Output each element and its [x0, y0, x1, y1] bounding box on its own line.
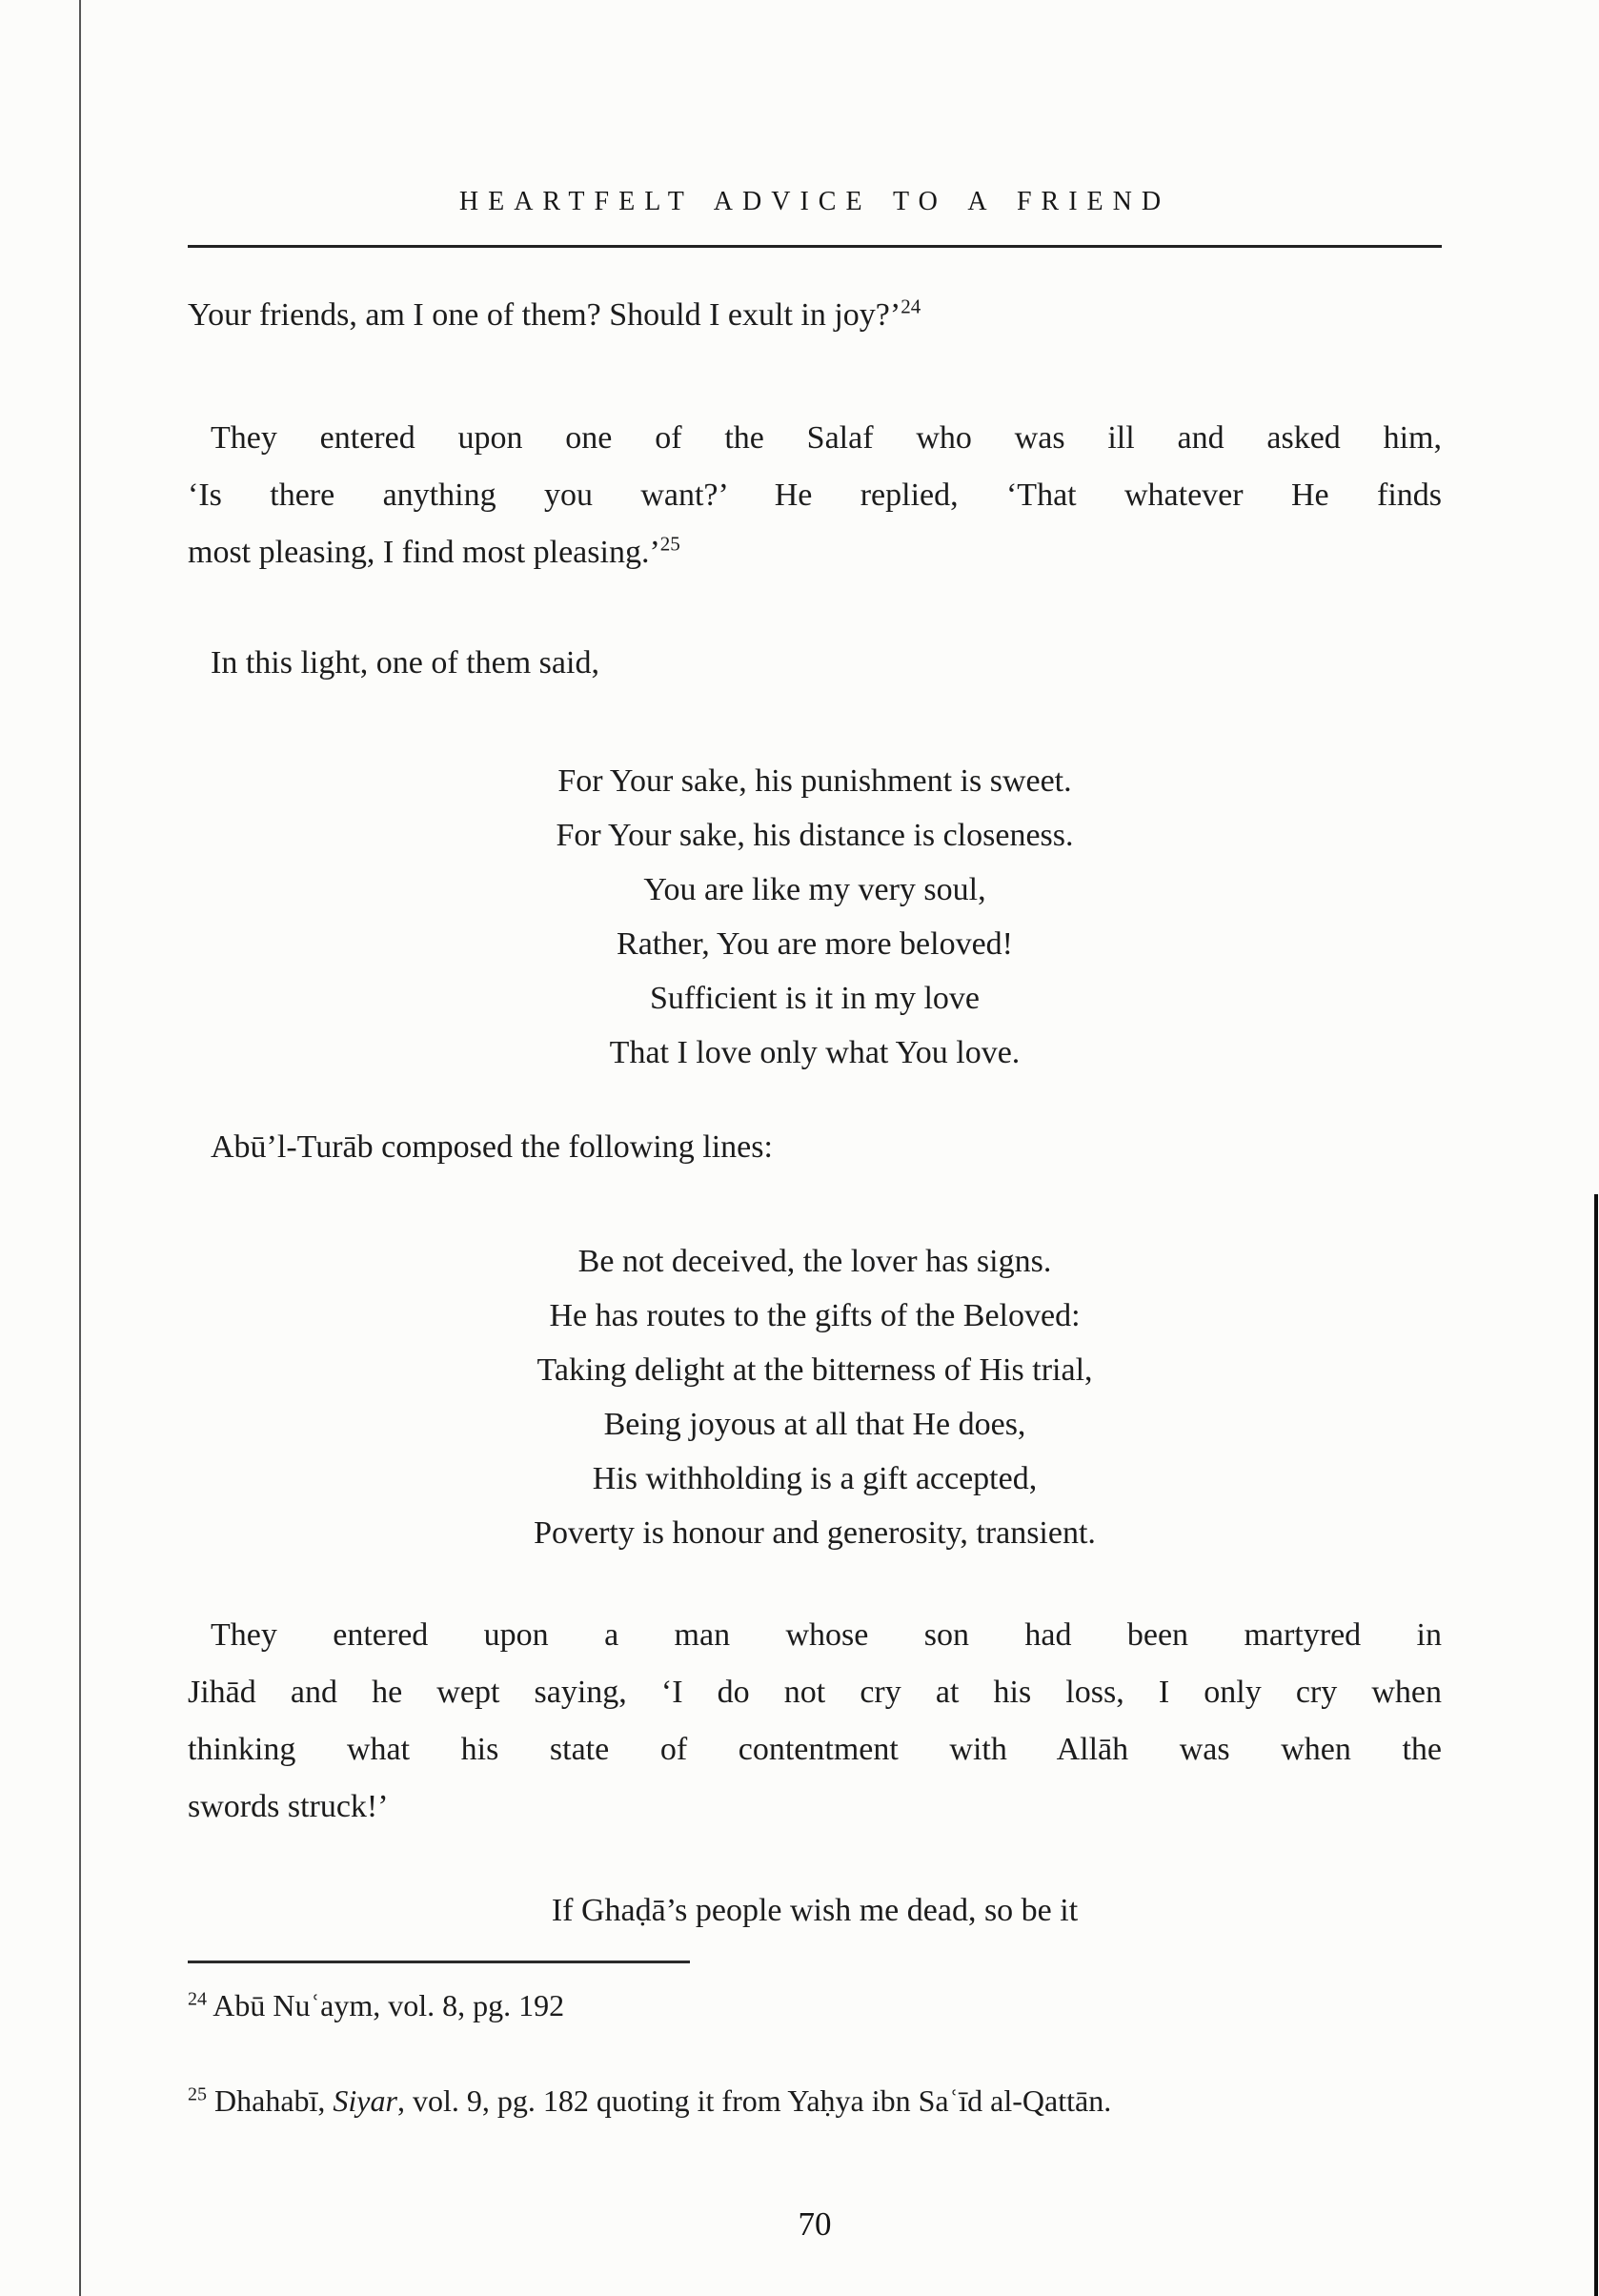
- footnote-text: , vol. 9, pg. 182 quoting it from Yaḥya ibn Saʿīd al-Qattān.: [396, 2083, 1112, 2118]
- paragraph-intro-poem2: [188, 1119, 1442, 1176]
- footnote-text: Dhahabī,: [207, 2083, 334, 2118]
- page-number: 70: [798, 2205, 832, 2243]
- paragraph-line: Jihād and he wept saying, ‘I do not cry at his loss, I only cry when: [188, 1675, 1442, 1710]
- paragraph-line: They entered upon one of the Salaf who was ill and asked him,: [211, 420, 1442, 456]
- paragraph-line: ‘Is there anything you want?’ He replied, ‘That whatever He finds: [188, 477, 1442, 513]
- paragraph-line: thinking what his state of contentment with Allāh was when the: [188, 1732, 1442, 1767]
- poem-line: He has routes to the gifts of the Beloved:: [549, 1298, 1081, 1333]
- poem-line: Rather, You are more beloved!: [617, 926, 1013, 962]
- footnote-reference-25: 25: [659, 532, 680, 556]
- paragraph-text: Your friends, am I one of them? Should I exult in joy?’: [188, 297, 901, 333]
- poem-line: His withholding is a gift accepted,: [592, 1461, 1038, 1496]
- poem-line: For Your sake, his punishment is sweet.: [557, 763, 1072, 799]
- footnote-book-title: Siyar: [333, 2083, 397, 2118]
- footnote-25: [188, 2080, 1442, 2122]
- header-rule: [188, 245, 1442, 248]
- paragraph-line: swords struck!’: [188, 1789, 389, 1824]
- footnote-marker: 25: [188, 2083, 207, 2105]
- footnote-24: [188, 1984, 1442, 2026]
- poem-line: Taking delight at the bitterness of His trial,: [536, 1352, 1093, 1388]
- footnote-separator-rule: [188, 1961, 690, 1963]
- footnote-text: Abū Nuʿaym, vol. 8, pg. 192: [207, 1988, 565, 2022]
- poem-line: That I love only what You love.: [609, 1035, 1021, 1070]
- paragraph-line: They entered upon a man whose son had been martyred in: [211, 1617, 1442, 1653]
- paragraph-line: [188, 524, 1442, 581]
- poem-line: You are like my very soul,: [643, 872, 986, 907]
- paragraph-salaf: [188, 410, 1442, 581]
- poem-line: Poverty is honour and generosity, transient.: [534, 1515, 1096, 1551]
- paragraph-opening-verse: [188, 287, 1442, 344]
- poem-line: Be not deceived, the lover has signs.: [577, 1244, 1052, 1279]
- paragraph-martyred-son: [188, 1607, 1442, 1836]
- poem-second: [188, 1234, 1442, 1560]
- paragraph-intro-poem1: [188, 635, 1442, 692]
- poem-line: For Your sake, his distance is closeness.: [556, 818, 1074, 853]
- paragraph-line: In this light, one of them said,: [211, 645, 599, 681]
- poem-line: Being joyous at all that He does,: [603, 1407, 1026, 1442]
- paragraph-line: Abū’l-Turāb composed the following lines:: [211, 1129, 773, 1165]
- poem-first: [188, 754, 1442, 1080]
- scan-edge-line-left: [79, 0, 81, 2296]
- running-header: HEARTFELT ADVICE TO A FRIEND: [458, 187, 1171, 216]
- scan-edge-line-right: [1594, 1194, 1598, 2296]
- poem-line: Sufficient is it in my love: [650, 981, 980, 1016]
- footnote-marker: 24: [188, 1988, 207, 2010]
- paragraph-text: most pleasing, I find most pleasing.’: [188, 535, 660, 570]
- footnote-reference-24: 24: [901, 295, 921, 318]
- closing-verse-line: If Ghaḍā’s people wish me dead, so be it: [551, 1893, 1079, 1928]
